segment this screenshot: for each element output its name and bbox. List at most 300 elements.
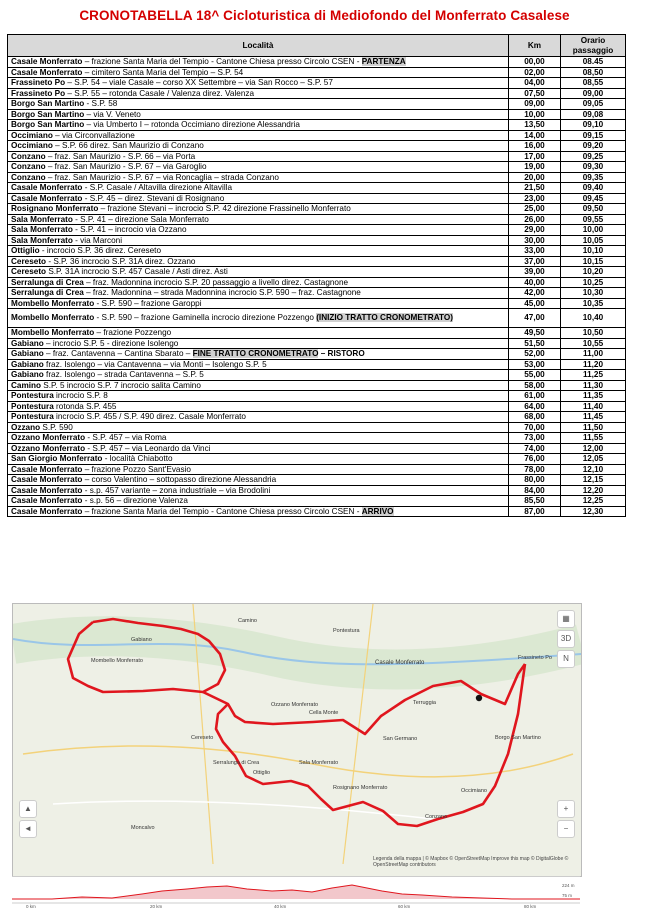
table-row xyxy=(8,298,626,309)
row-time: 09,15 xyxy=(561,130,626,141)
row-place: Casale Monferrato xyxy=(11,496,83,506)
row-time: 10,55 xyxy=(561,338,626,349)
page-title: CRONOTABELLA 18^ Cicloturistica di Mediofondo del Monferrato Casalese xyxy=(79,8,570,23)
profile-elev-label: 224 m xyxy=(562,883,575,888)
row-km: 04,00 xyxy=(509,78,561,89)
row-place: Rosignano Monferrato xyxy=(11,204,99,214)
row-time: 11,35 xyxy=(561,391,626,402)
map-attribution: Legenda della mappa | © Mapbox © OpenStreetMap Improve this map © DigitalGlobe © OpenStreetMap contributors xyxy=(373,856,569,868)
table-row xyxy=(8,162,626,173)
row-highlight: PARTENZA xyxy=(361,57,406,67)
compass-icon[interactable]: N xyxy=(557,650,575,668)
row-description: fraz. Isolengo – strada Cantavenna – S.P. 5 xyxy=(43,370,204,380)
row-km: 23,00 xyxy=(509,193,561,204)
row-location xyxy=(8,443,509,454)
start-marker xyxy=(476,695,482,701)
timetable xyxy=(7,34,626,517)
row-km: 74,00 xyxy=(509,443,561,454)
map-place-label: Cella Monte xyxy=(309,710,339,716)
pan-up-icon[interactable]: ▲ xyxy=(19,800,37,818)
row-place: Sala Monferrato xyxy=(11,235,73,245)
row-description: – frazione Santa Maria del Tempio - Cantone Chiesa presso Circolo CSEN - xyxy=(82,57,362,67)
map-place-label: San Germano xyxy=(383,736,418,742)
row-time: 10,10 xyxy=(561,246,626,257)
row-description: – frazione Stevani – incrocio S.P. 42 direzione Frassinello Monferrato xyxy=(98,204,351,214)
row-time: 08,50 xyxy=(561,67,626,78)
row-location xyxy=(8,246,509,257)
row-description: – S.P. 54 – viale Casale – corso XX Settembre – via San Rocco – S.P. 57 xyxy=(65,78,333,88)
table-row xyxy=(8,235,626,246)
row-place: Cereseto xyxy=(11,267,47,277)
row-place: Frassineto Po xyxy=(11,88,66,98)
row-description: - S.P. 457 – via Leonardo da Vinci xyxy=(85,443,211,453)
row-description: – frazione Pozzengo xyxy=(94,328,172,338)
table-row xyxy=(8,88,626,99)
row-time: 11,30 xyxy=(561,380,626,391)
row-description: - S.P. 36 incrocio S.P. 31A direz. Ozzano xyxy=(46,256,196,266)
row-time: 12,15 xyxy=(561,475,626,486)
row-location xyxy=(8,214,509,225)
table-row xyxy=(8,412,626,423)
table-row xyxy=(8,391,626,402)
row-place: Casale Monferrato xyxy=(11,67,83,77)
table-row xyxy=(8,401,626,412)
row-location xyxy=(8,485,509,496)
table-row xyxy=(8,130,626,141)
row-place: Conzano xyxy=(11,151,46,161)
row-location xyxy=(8,267,509,278)
row-place: Pontestura xyxy=(11,391,54,401)
row-place: Casale Monferrato xyxy=(11,506,83,516)
table-row xyxy=(8,422,626,433)
row-time: 09,25 xyxy=(561,151,626,162)
row-description: – fraz. San Maurizio - S.P. 67 – via Garoglio xyxy=(45,162,207,172)
row-location xyxy=(8,130,509,141)
row-km: 85,50 xyxy=(509,496,561,507)
row-description: – fraz. Cantavenna – Cantina Sbarato – xyxy=(43,349,193,359)
row-location xyxy=(8,225,509,236)
row-location xyxy=(8,370,509,381)
row-place: Conzano xyxy=(11,162,46,172)
column-header-localita: Località xyxy=(8,35,509,57)
table-row xyxy=(8,349,626,360)
row-description: - S.P. 41 – incrocio via Ozzano xyxy=(72,225,187,235)
row-km: 61,00 xyxy=(509,391,561,402)
row-location xyxy=(8,298,509,309)
row-place: Casale Monferrato xyxy=(11,193,83,203)
row-place: Serralunga di Crea xyxy=(11,277,84,287)
table-row xyxy=(8,506,626,517)
map-place-label: Ottiglio xyxy=(253,770,271,776)
row-km: 21,50 xyxy=(509,183,561,194)
row-km: 33,00 xyxy=(509,246,561,257)
row-place: Pontestura xyxy=(11,401,54,411)
row-km: 64,00 xyxy=(509,401,561,412)
row-place: Ozzano Monferrato xyxy=(11,443,86,453)
row-time: 09,45 xyxy=(561,193,626,204)
row-description: – fraz. San Maurizio - S.P. 67 – via Roncaglia – strada Conzano xyxy=(45,172,279,182)
table-row xyxy=(8,496,626,507)
row-km: 39,00 xyxy=(509,267,561,278)
row-km: 09,00 xyxy=(509,99,561,110)
row-place: Conzano xyxy=(11,172,46,182)
map-place-label: Serralunga di Crea xyxy=(213,760,260,766)
row-description: – fraz. Madonnina – strada Madonnina incrocio S.P. 590 – fraz. Castagnone xyxy=(83,288,361,298)
row-km: 78,00 xyxy=(509,464,561,475)
table-row xyxy=(8,370,626,381)
pan-left-icon[interactable]: ◄ xyxy=(19,820,37,838)
row-km: 84,00 xyxy=(509,485,561,496)
map-place-label: Rosignano Monferrato xyxy=(333,785,388,791)
row-place: Camino xyxy=(11,380,42,390)
row-km: 19,00 xyxy=(509,162,561,173)
table-row xyxy=(8,99,626,110)
row-place: Gabiano xyxy=(11,359,44,369)
row-description: – frazione Santa Maria del Tempio - Cantone Chiesa presso Circolo CSEN - xyxy=(82,506,362,516)
row-km: 53,00 xyxy=(509,359,561,370)
row-description: – incrocio S.P. 5 - direzione Isolengo xyxy=(43,338,179,348)
row-description: - S.P. 41 – direzione Sala Monferrato xyxy=(72,214,209,224)
row-place: Mombello Monferrato xyxy=(11,313,95,323)
row-place: Pontestura xyxy=(11,412,54,422)
row-place: Casale Monferrato xyxy=(11,57,83,67)
row-km: 51,50 xyxy=(509,338,561,349)
profile-tick: 0 km xyxy=(26,904,36,909)
table-header-row xyxy=(8,35,626,57)
row-place: Cereseto xyxy=(11,256,47,266)
row-place: Ozzano Monferrato xyxy=(11,433,86,443)
row-highlight: ARRIVO xyxy=(361,506,394,516)
row-location xyxy=(8,151,509,162)
row-location xyxy=(8,506,509,517)
map-place-label: Sala Monferrato xyxy=(299,760,339,766)
row-place: Borgo San Martino xyxy=(11,99,85,109)
row-place: Ottiglio xyxy=(11,246,40,256)
row-place: Gabiano xyxy=(11,338,44,348)
row-time: 10,25 xyxy=(561,277,626,288)
row-time: 10,40 xyxy=(561,309,626,328)
row-time: 10,15 xyxy=(561,256,626,267)
row-location xyxy=(8,433,509,444)
row-km: 80,00 xyxy=(509,475,561,486)
row-location xyxy=(8,464,509,475)
row-highlight: FINE TRATTO CRONOMETRATO xyxy=(192,349,319,359)
row-time: 09,35 xyxy=(561,172,626,183)
row-km: 40,00 xyxy=(509,277,561,288)
row-km: 37,00 xyxy=(509,256,561,267)
row-description: fraz. Isolengo – via Cantavenna – via Monti – Isolengo S.P. 5 xyxy=(43,359,267,369)
row-location xyxy=(8,422,509,433)
row-description: - S.P. 590 – frazione Gaminella incrocio direzione Pozzengo xyxy=(94,313,317,323)
row-place: Gabiano xyxy=(11,370,44,380)
table-row xyxy=(8,172,626,183)
row-time: 11,25 xyxy=(561,370,626,381)
table-row xyxy=(8,225,626,236)
row-km: 07,50 xyxy=(509,88,561,99)
row-place: Casale Monferrato xyxy=(11,475,83,485)
row-place: Gabiano xyxy=(11,349,44,359)
row-location xyxy=(8,256,509,267)
row-description: rotonda S.P. 455 xyxy=(53,401,117,411)
row-location xyxy=(8,496,509,507)
row-description: – fraz. San Maurizio - S.P. 66 – via Porta xyxy=(45,151,196,161)
row-location xyxy=(8,193,509,204)
table-row xyxy=(8,204,626,215)
map-place-label: Ozzano Monferrato xyxy=(271,702,319,708)
zoom-in-icon[interactable]: + xyxy=(557,800,575,818)
map-place-label: Borgo San Martino xyxy=(495,735,541,741)
row-time: 10,30 xyxy=(561,288,626,299)
row-location xyxy=(8,183,509,194)
table-row xyxy=(8,78,626,89)
row-km: 10,00 xyxy=(509,109,561,120)
row-place: San Giorgio Monferrato xyxy=(11,454,103,464)
map-place-label: Pontestura xyxy=(333,628,360,634)
row-location xyxy=(8,454,509,465)
row-location xyxy=(8,109,509,120)
row-km: 25,00 xyxy=(509,204,561,215)
row-time: 11,40 xyxy=(561,401,626,412)
row-description: - S.P. 457 – via Roma xyxy=(85,433,167,443)
row-km: 58,00 xyxy=(509,380,561,391)
row-description: - S.P. 590 – frazione Garoppi xyxy=(94,298,202,308)
zoom-out-icon[interactable]: − xyxy=(557,820,575,838)
row-time: 08.45 xyxy=(561,57,626,68)
row-time: 10,20 xyxy=(561,267,626,278)
row-time: 10,05 xyxy=(561,235,626,246)
row-km: 70,00 xyxy=(509,422,561,433)
table-row xyxy=(8,338,626,349)
table-row xyxy=(8,485,626,496)
row-km: 73,00 xyxy=(509,433,561,444)
row-description: – S.P. 55 – rotonda Casale / Valenza direz. Valenza xyxy=(65,88,255,98)
row-km: 13,50 xyxy=(509,120,561,131)
row-location xyxy=(8,88,509,99)
row-place: Sala Monferrato xyxy=(11,225,73,235)
row-time: 12,25 xyxy=(561,496,626,507)
profile-tick: 20 km xyxy=(150,904,163,909)
row-place: Casale Monferrato xyxy=(11,485,83,495)
row-place: Serralunga di Crea xyxy=(11,288,84,298)
layers-icon[interactable]: ▦ xyxy=(557,610,575,628)
row-km: 52,00 xyxy=(509,349,561,360)
row-description: - via Marconi xyxy=(72,235,123,245)
row-time: 09,05 xyxy=(561,99,626,110)
table-row xyxy=(8,359,626,370)
row-location xyxy=(8,277,509,288)
table-row xyxy=(8,246,626,257)
row-location xyxy=(8,67,509,78)
map-place-label: Gabiano xyxy=(131,637,152,643)
table-row xyxy=(8,183,626,194)
row-location xyxy=(8,349,509,360)
column-header-orario: Orario passaggio xyxy=(561,35,626,57)
row-description: - S.P. Casale / Altavilla direzione Altavilla xyxy=(82,183,233,193)
table-row xyxy=(8,433,626,444)
row-time: 10,50 xyxy=(561,328,626,339)
map-place-label: Conzano xyxy=(425,814,448,820)
row-place: Borgo San Martino xyxy=(11,109,85,119)
table-row xyxy=(8,193,626,204)
row-location xyxy=(8,475,509,486)
map-place-label: Cereseto xyxy=(191,735,214,741)
row-description: - s.p. 56 – direzione Valenza xyxy=(82,496,188,506)
row-description: S.P. 31A incrocio S.P. 457 Casale / Asti direz. Asti xyxy=(46,267,228,277)
row-place: Frassineto Po xyxy=(11,78,66,88)
row-time: 11,55 xyxy=(561,433,626,444)
column-header-km: Km xyxy=(509,35,561,57)
table-row xyxy=(8,454,626,465)
table-row xyxy=(8,214,626,225)
elevation-profile xyxy=(12,876,580,910)
row-description: – via Circonvallazione xyxy=(52,130,135,140)
row-place: Casale Monferrato xyxy=(11,183,83,193)
map-place-label: Terruggia xyxy=(413,700,436,706)
row-location xyxy=(8,338,509,349)
row-location xyxy=(8,391,509,402)
map-place-label: Moncalvo xyxy=(131,825,155,831)
row-km: 76,00 xyxy=(509,454,561,465)
row-time: 11,45 xyxy=(561,412,626,423)
row-time: 10,35 xyxy=(561,298,626,309)
row-description: – cimitero Santa Maria del Tempio – S.P. 54 xyxy=(82,67,244,77)
row-time: 12,20 xyxy=(561,485,626,496)
row-description: - S.P. 58 xyxy=(84,99,118,109)
row-time: 08,55 xyxy=(561,78,626,89)
row-km: 16,00 xyxy=(509,141,561,152)
row-time: 09,00 xyxy=(561,88,626,99)
row-place: Mombello Monferrato xyxy=(11,298,95,308)
row-time: 12,30 xyxy=(561,506,626,517)
table-row xyxy=(8,67,626,78)
row-place: Casale Monferrato xyxy=(11,464,83,474)
table-row xyxy=(8,109,626,120)
row-place: Occimiano xyxy=(11,130,53,140)
row-time: 11,20 xyxy=(561,359,626,370)
table-row xyxy=(8,120,626,131)
row-location xyxy=(8,162,509,173)
row-location xyxy=(8,172,509,183)
row-description: – S.P. 66 direz. San Maurizio di Conzano xyxy=(52,141,204,151)
map-place-label: Camino xyxy=(238,618,257,624)
row-location xyxy=(8,99,509,110)
row-km: 14,00 xyxy=(509,130,561,141)
row-place: Sala Monferrato xyxy=(11,214,73,224)
row-description: S.P. 5 incrocio S.P. 7 incrocio salita Camino xyxy=(41,380,201,390)
row-description: - località Chiabotto xyxy=(102,454,173,464)
table-row xyxy=(8,277,626,288)
3d-icon[interactable]: 3D xyxy=(557,630,575,648)
row-time: 12,00 xyxy=(561,443,626,454)
row-place: Ozzano xyxy=(11,422,41,432)
row-km: 17,00 xyxy=(509,151,561,162)
row-km: 29,00 xyxy=(509,225,561,236)
row-description: – fraz. Madonnina incrocio S.P. 20 passaggio a livello direz. Castagnone xyxy=(83,277,349,287)
row-location xyxy=(8,235,509,246)
row-km: 30,00 xyxy=(509,235,561,246)
row-km: 55,00 xyxy=(509,370,561,381)
row-location xyxy=(8,57,509,68)
row-description: incrocio S.P. 8 xyxy=(53,391,108,401)
row-time: 09,40 xyxy=(561,183,626,194)
row-time: 09,55 xyxy=(561,214,626,225)
row-tail: – RISTORO xyxy=(318,349,365,359)
row-km: 49,50 xyxy=(509,328,561,339)
table-row xyxy=(8,464,626,475)
profile-elev-label: 75 m xyxy=(562,893,573,898)
row-description: - S.P. 45 – direz. Stevani di Rosignano xyxy=(82,193,225,203)
table-row xyxy=(8,328,626,339)
row-location xyxy=(8,120,509,131)
row-km: 68,00 xyxy=(509,412,561,423)
row-km: 26,00 xyxy=(509,214,561,225)
row-location xyxy=(8,380,509,391)
map-place-label: Mombello Monferrato xyxy=(91,658,143,664)
map-place-label: Frassineto Po xyxy=(518,655,552,661)
row-km: 87,00 xyxy=(509,506,561,517)
row-time: 11,00 xyxy=(561,349,626,360)
row-location xyxy=(8,309,509,328)
row-description: – via V. Veneto xyxy=(84,109,141,119)
row-description: S.P. 590 xyxy=(40,422,73,432)
row-time: 09,10 xyxy=(561,120,626,131)
row-km: 00,00 xyxy=(509,57,561,68)
row-km: 47,00 xyxy=(509,309,561,328)
row-km: 02,00 xyxy=(509,67,561,78)
table-row xyxy=(8,57,626,68)
row-location xyxy=(8,204,509,215)
map-place-label: Occimiano xyxy=(461,788,487,794)
row-time: 12,10 xyxy=(561,464,626,475)
table-row xyxy=(8,151,626,162)
row-description: incrocio S.P. 455 / S.P. 490 direz. Casale Monferrato xyxy=(53,412,246,422)
row-km: 42,00 xyxy=(509,288,561,299)
row-description: - s.p. 457 variante – zona industriale – via Brodolini xyxy=(82,485,271,495)
row-description: – corso Valentino – sottopasso direzione Alessandria xyxy=(82,475,277,485)
profile-tick: 60 km xyxy=(398,904,411,909)
table-row xyxy=(8,443,626,454)
table-row xyxy=(8,141,626,152)
row-description: – via Umberto I – rotonda Occimiano direzione Alessandria xyxy=(84,120,300,130)
row-place: Borgo San Martino xyxy=(11,120,85,130)
profile-tick: 80 km xyxy=(524,904,537,909)
row-location xyxy=(8,359,509,370)
table-row xyxy=(8,267,626,278)
row-description: – frazione Pozzo Sant'Evasio xyxy=(82,464,191,474)
row-time: 09,08 xyxy=(561,109,626,120)
row-km: 45,00 xyxy=(509,298,561,309)
map-canvas[interactable] xyxy=(13,604,581,864)
row-location xyxy=(8,328,509,339)
row-time: 11,50 xyxy=(561,422,626,433)
row-place: Occimiano xyxy=(11,141,53,151)
table-row xyxy=(8,256,626,267)
map-place-label: Casale Monferrato xyxy=(375,660,425,666)
row-place: Mombello Monferrato xyxy=(11,328,95,338)
row-km: 20,00 xyxy=(509,172,561,183)
row-description: - incrocio S.P. 36 direz. Cereseto xyxy=(39,246,162,256)
table-row xyxy=(8,309,626,328)
row-location xyxy=(8,141,509,152)
row-highlight: (INIZIO TRATTO CRONOMETRATO) xyxy=(316,313,453,323)
row-location xyxy=(8,288,509,299)
row-location xyxy=(8,401,509,412)
route-map[interactable] xyxy=(12,603,582,877)
row-time: 12,05 xyxy=(561,454,626,465)
table-row xyxy=(8,475,626,486)
table-row xyxy=(8,288,626,299)
row-location xyxy=(8,412,509,423)
